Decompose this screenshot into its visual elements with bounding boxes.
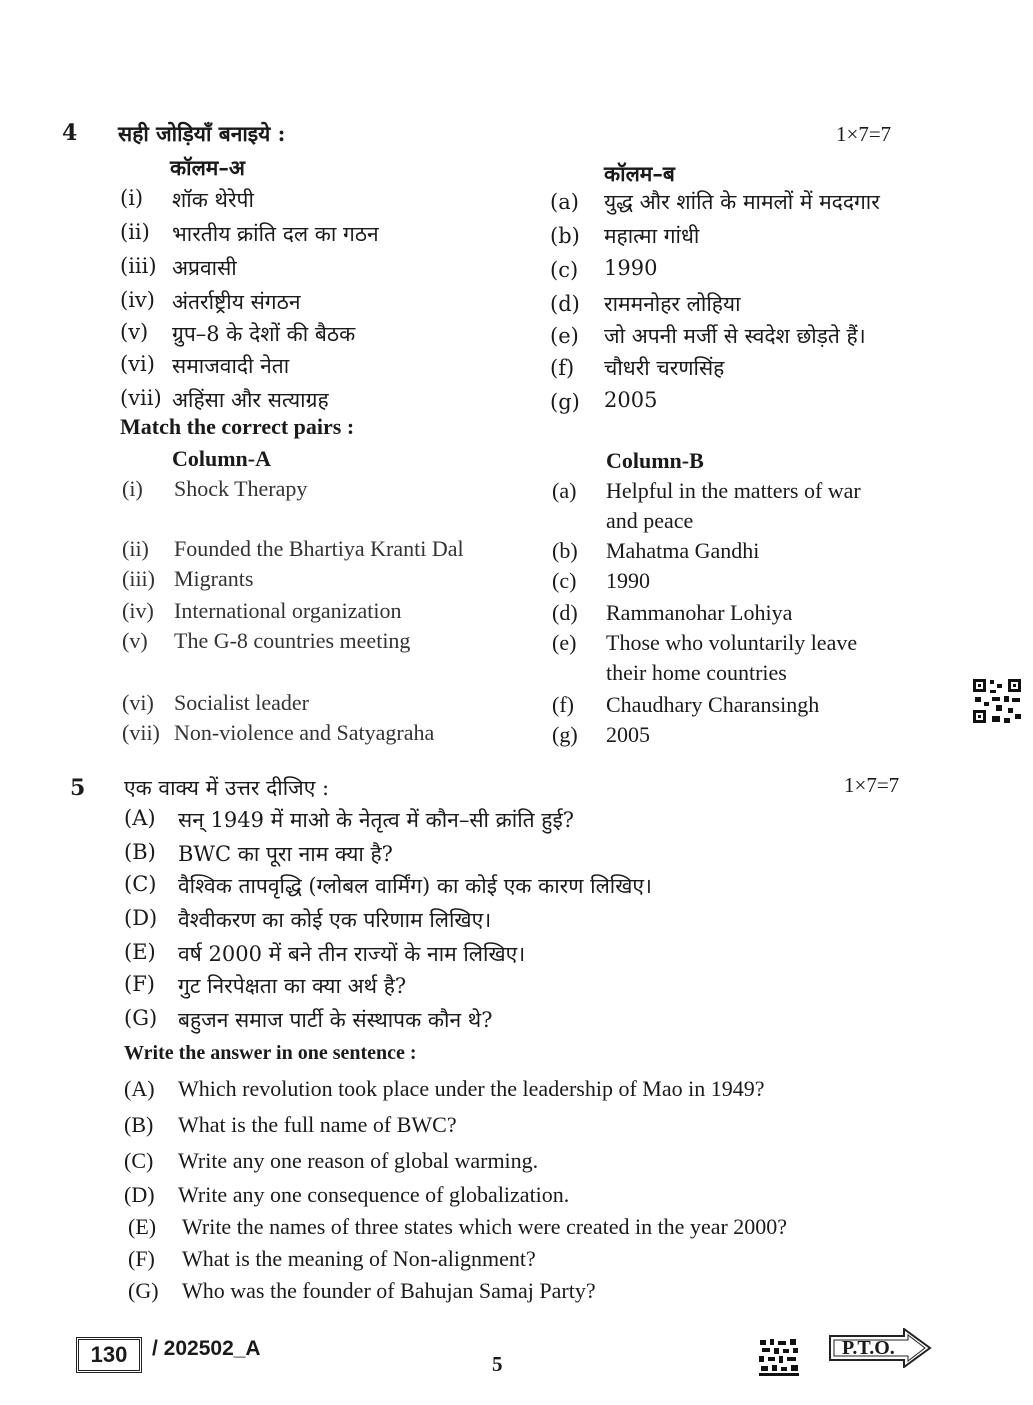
match-hi-num: (iii) — [120, 254, 157, 278]
match-en-num: (vii) — [122, 720, 160, 745]
question-hi-label: (B) — [124, 840, 156, 864]
match-hi-col-b: 1990 — [604, 256, 658, 280]
question-en-text: Which revolution took place under the leadership of Mao in 1949? — [178, 1076, 765, 1101]
question-en-label: (A) — [124, 1076, 155, 1101]
pto-label: P.T.O. — [842, 1337, 895, 1359]
match-en-col-a: Shock Therapy — [174, 476, 308, 501]
match-hi-col-a: अहिंसा और सत्याग्रह — [172, 388, 329, 412]
match-hi-col-b: युद्ध और शांति के मामलों में मददगार — [604, 190, 880, 214]
question-en-label: (D) — [124, 1182, 155, 1207]
question-en-label: (E) — [128, 1214, 157, 1239]
match-hi-col-a: अप्रवासी — [172, 256, 237, 280]
q4-instruction-en: Match the correct pairs : — [120, 414, 355, 439]
match-en-col-a: The G-8 countries meeting — [174, 628, 411, 653]
match-en-col-b: Chaudhary Charansingh — [606, 692, 820, 717]
match-en-letter: (d) — [552, 600, 578, 625]
match-en-col-a: Founded the Bhartiya Kranti Dal — [174, 536, 464, 561]
q4-col-b-head-en: Column-B — [606, 448, 704, 473]
question-hi-label: (A) — [124, 806, 156, 830]
q4-col-a-head-en: Column-A — [172, 446, 272, 471]
match-en-col-b: Rammanohar Lohiya — [606, 600, 793, 625]
match-hi-num: (iv) — [120, 288, 155, 312]
qr-code-icon — [972, 678, 1022, 724]
match-en-col-b: Helpful in the matters of war — [606, 478, 861, 503]
question-hi-text: वैश्विक तापवृद्धि (ग्लोबल वार्मिंग) का कोई एक कारण लिखिए। — [178, 874, 652, 898]
question-en-text: What is the meaning of Non-alignment? — [182, 1246, 536, 1271]
question-en-text: Who was the founder of Bahujan Samaj Party? — [182, 1278, 596, 1303]
q4-col-a-head-hi: कॉलम–अ — [170, 155, 245, 180]
match-en-col-a: Socialist leader — [174, 690, 310, 715]
match-en-num: (v) — [122, 628, 148, 653]
q4-col-b-head-hi: कॉलम–ब — [604, 161, 675, 186]
match-hi-letter: (b) — [550, 224, 580, 248]
question-hi-text: बहुजन समाज पार्टी के संस्थापक कौन थे? — [178, 1008, 493, 1032]
match-en-letter: (a) — [552, 478, 577, 503]
match-en-letter: (c) — [552, 568, 577, 593]
match-en-col-a: Migrants — [174, 566, 254, 591]
match-hi-col-b: राममनोहर लोहिया — [604, 292, 741, 316]
question-hi-label: (E) — [124, 940, 156, 964]
question-en-text: Write any one reason of global warming. — [178, 1148, 539, 1173]
match-en-letter: (f) — [552, 692, 574, 717]
match-hi-num: (ii) — [120, 220, 150, 244]
question-hi-label: (C) — [124, 872, 157, 896]
match-en-letter: (b) — [552, 538, 578, 563]
match-hi-col-b: जो अपनी मर्जी से स्वदेश छोड़ते हैं। — [604, 324, 866, 348]
page-number: 5 — [492, 1352, 503, 1376]
question-en-label: (G) — [128, 1278, 159, 1303]
question-en-text: Write the names of three states which were created in the year 2000? — [182, 1214, 788, 1239]
match-hi-letter: (d) — [550, 292, 580, 316]
question-en-label: (C) — [124, 1148, 154, 1173]
question-hi-text: वैश्वीकरण का कोई एक परिणाम लिखिए। — [178, 908, 492, 932]
match-hi-num: (v) — [120, 320, 149, 344]
question-hi-label: (D) — [124, 906, 158, 930]
match-hi-letter: (f) — [550, 356, 575, 380]
match-hi-num: (vi) — [120, 352, 155, 376]
question-en-label: (F) — [128, 1246, 155, 1271]
match-en-num: (ii) — [122, 536, 149, 561]
match-en-num: (vi) — [122, 690, 154, 715]
question-en-label: (B) — [124, 1112, 154, 1137]
q5-instruction-hi: एक वाक्य में उत्तर दीजिए : — [124, 776, 330, 800]
match-hi-col-a: समाजवादी नेता — [172, 354, 290, 378]
match-en-num: (i) — [122, 476, 143, 501]
match-hi-letter: (g) — [550, 390, 580, 414]
match-hi-col-a: अंतर्राष्ट्रीय संगठन — [172, 290, 301, 314]
match-en-col-b-cont: and peace — [606, 508, 694, 533]
match-hi-letter: (c) — [550, 258, 579, 282]
match-en-num: (iv) — [122, 598, 154, 623]
q5-number: 5 — [70, 775, 86, 801]
match-hi-letter: (e) — [550, 324, 579, 348]
match-hi-letter: (a) — [550, 190, 579, 214]
match-en-col-b: Those who voluntarily leave — [606, 630, 858, 655]
q5-instruction-en: Write the answer in one sentence : — [124, 1042, 417, 1064]
match-hi-col-a: शॉक थेरेपी — [172, 188, 254, 212]
match-hi-num: (vii) — [120, 386, 162, 410]
match-en-col-b: 1990 — [606, 568, 650, 593]
match-hi-num: (i) — [120, 186, 144, 210]
match-hi-col-a: ग्रुप–8 के देशों की बैठक — [172, 322, 356, 346]
match-hi-col-b: चौधरी चरणसिंह — [604, 356, 725, 380]
question-hi-text: गुट निरपेक्षता का क्या अर्थ है? — [178, 974, 407, 998]
q4-marks: 1×7=7 — [836, 122, 892, 146]
match-hi-col-a: भारतीय क्रांति दल का गठन — [172, 222, 379, 246]
match-en-col-b-cont: their home countries — [606, 660, 787, 685]
question-hi-text: सन् 1949 में माओ के नेतृत्व में कौन–सी क्रांति हुई? — [178, 808, 575, 832]
pto-arrow — [828, 1328, 932, 1368]
match-hi-col-b: महात्मा गांधी — [604, 224, 700, 248]
match-en-col-b: 2005 — [606, 722, 650, 747]
q5-marks: 1×7=7 — [844, 773, 900, 797]
match-en-letter: (e) — [552, 630, 577, 655]
match-en-col-b: Mahatma Gandhi — [606, 538, 760, 563]
match-hi-col-b: 2005 — [604, 388, 658, 412]
question-en-text: What is the full name of BWC? — [178, 1112, 457, 1137]
paper-number-box: 130 — [76, 1337, 142, 1373]
barcode-icon — [758, 1338, 800, 1378]
match-en-col-a: International organization — [174, 598, 402, 623]
paper-code: / 202502_A — [152, 1337, 261, 1360]
q4-number: 4 — [62, 120, 78, 146]
question-hi-text: वर्ष 2000 में बने तीन राज्यों के नाम लिखिए। — [178, 942, 526, 966]
question-hi-text: BWC का पूरा नाम क्या है? — [178, 842, 393, 866]
match-en-letter: (g) — [552, 722, 578, 747]
match-en-col-a: Non-violence and Satyagraha — [174, 720, 435, 745]
question-hi-label: (F) — [124, 972, 155, 996]
question-hi-label: (G) — [124, 1006, 158, 1030]
match-en-num: (iii) — [122, 566, 155, 591]
q4-instruction-hi: सही जोड़ियाँ बनाइये : — [118, 121, 286, 146]
question-en-text: Write any one consequence of globalization. — [178, 1182, 570, 1207]
